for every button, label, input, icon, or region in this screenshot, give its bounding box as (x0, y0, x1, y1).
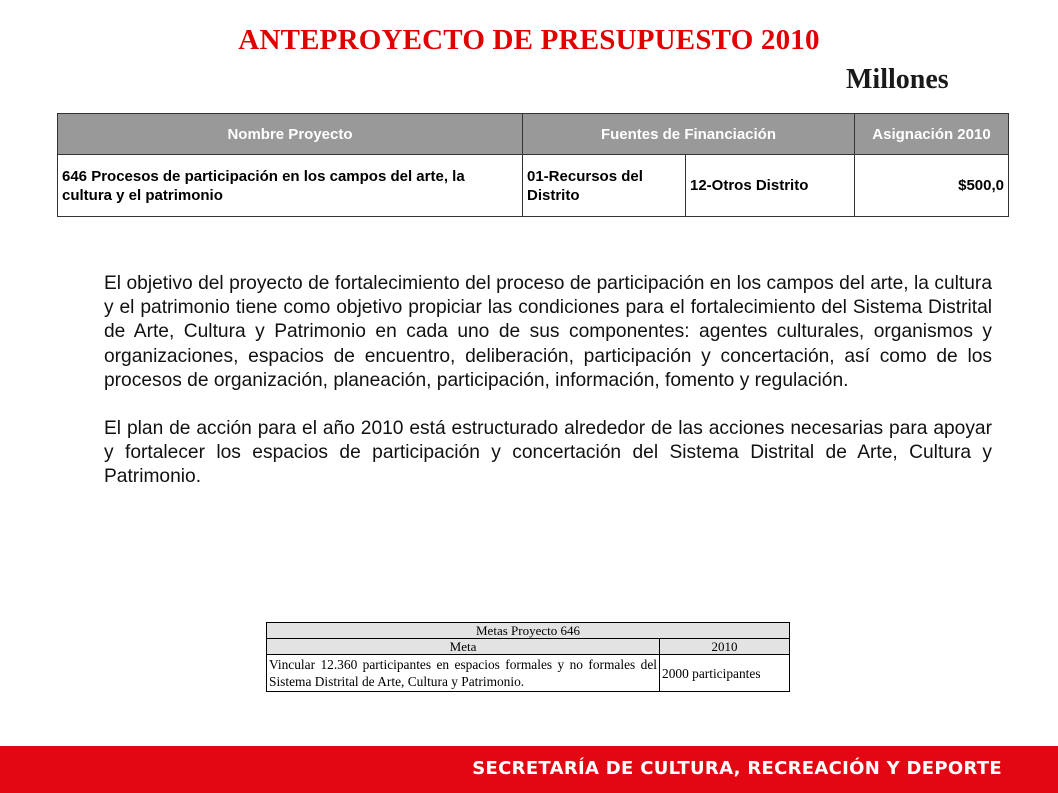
currency-unit-label: Millones (846, 64, 949, 95)
goal-description-cell: Vincular 12.360 participantes en espacios formales y no formales del Sistema Distrital de Arte, Cultura y Patrimonio. (267, 655, 660, 692)
goals-table-caption: Metas Proyecto 646 (267, 623, 790, 639)
table-row (267, 655, 790, 692)
organization-name: SECRETARÍA DE CULTURA, RECREACIÓN Y DEPORTE (472, 758, 1002, 779)
funding-subsource-cell: 12-Otros Distrito (686, 155, 855, 217)
project-name-cell: 646 Procesos de participación en los campos del arte, la cultura y el patrimonio (58, 155, 523, 217)
budget-table (57, 113, 1009, 217)
column-header-funding: Fuentes de Financiación (523, 114, 855, 155)
goals-table-header-row (267, 639, 790, 655)
table-row (58, 155, 1009, 217)
description-text (104, 272, 992, 490)
goal-value-cell: 2000 participantes (660, 655, 790, 692)
objective-paragraph: El objetivo del proyecto de fortalecimiento del proceso de participación en los campos del arte, la cultura y el patrimonio tiene como objetivo propiciar las condiciones para el fortalecimiento del Sistema Distrital de Arte, Cultura y Patrimonio en cada uno de sus componentes: agentes culturales, organismos y organizaciones, espacios de encuentro, deliberación, participación y concertación, así como de los procesos de organización, planeación, participación, información, fomento y regulación. (104, 273, 992, 391)
column-header-allocation: Asignación 2010 (855, 114, 1009, 155)
page-title: ANTEPROYECTO DE PRESUPUESTO 2010 (238, 24, 820, 56)
action-plan-paragraph: El plan de acción para el año 2010 está estructurado alrededor de las acciones necesarias para apoyar y fortalecer los espacios de participación y concertación del Sistema Distrital de Arte, Cultura y Patrimonio. (104, 418, 992, 488)
funding-source-cell: 01-Recursos del Distrito (523, 155, 686, 217)
column-header-project: Nombre Proyecto (58, 114, 523, 155)
footer-bar (0, 746, 1058, 793)
budget-table-header-row (58, 114, 1009, 155)
goals-table (266, 622, 790, 692)
column-header-year: 2010 (660, 639, 790, 655)
goals-table-caption-row (267, 623, 790, 639)
allocation-amount-cell: $500,0 (855, 155, 1009, 217)
column-header-goal: Meta (267, 639, 660, 655)
